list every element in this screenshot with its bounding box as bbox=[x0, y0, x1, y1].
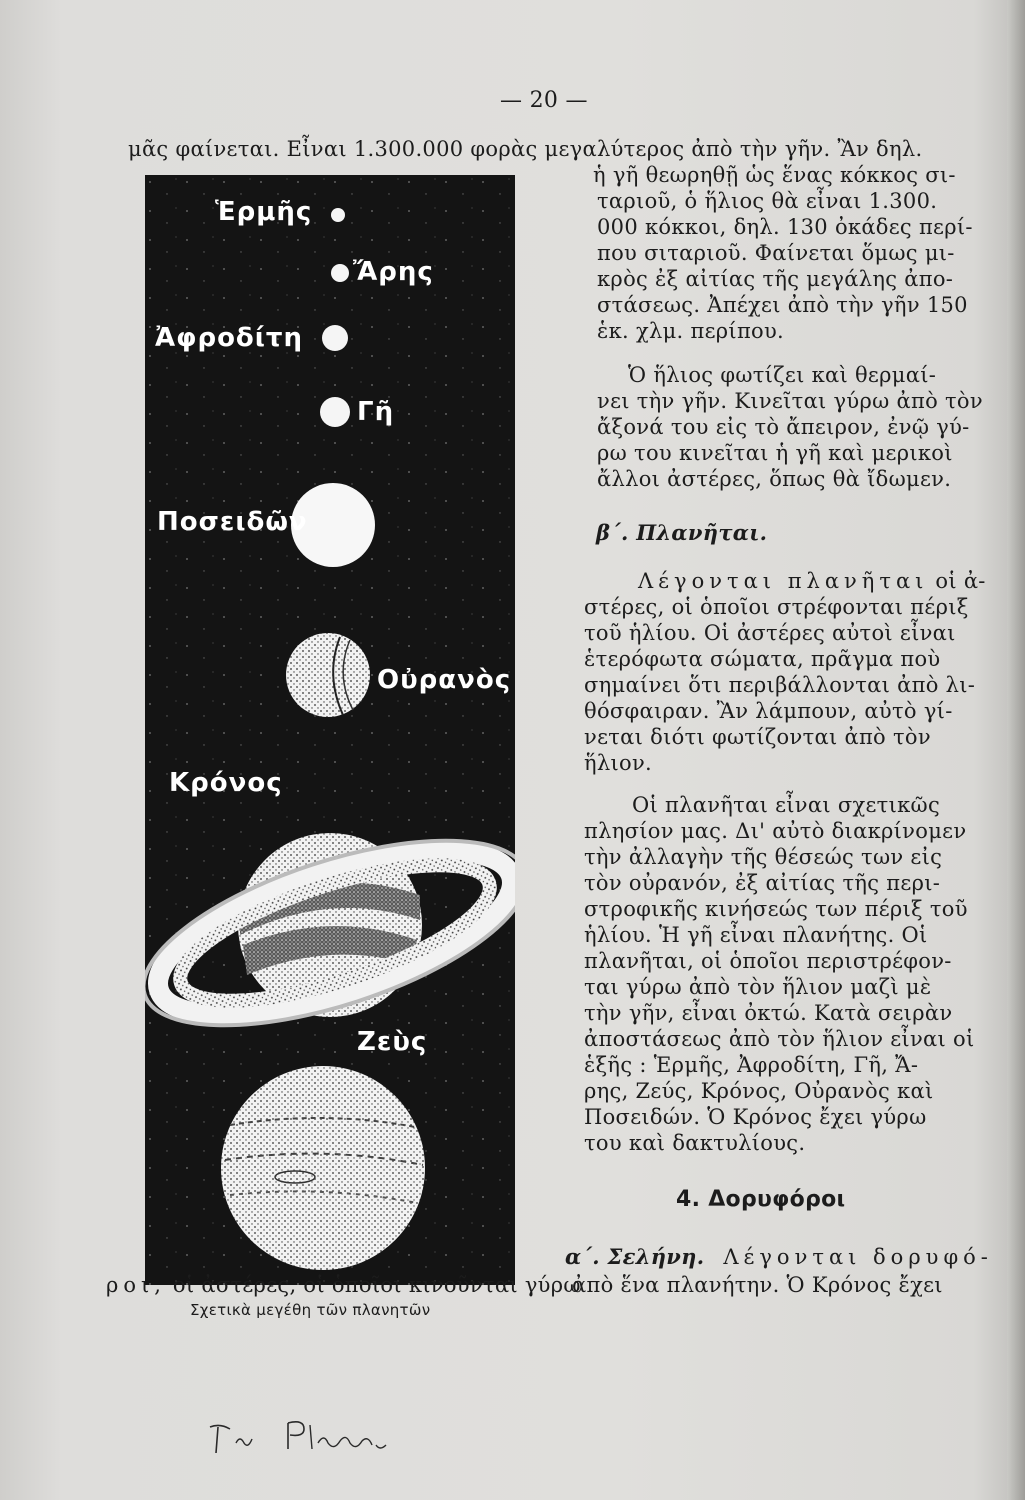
text-line: σημαίνει ὅτι περιβάλλονται ἀπὸ λι- bbox=[584, 673, 976, 697]
section-heading-satellites: 4. Δορυφόροι bbox=[676, 1187, 846, 1212]
earth-planet bbox=[320, 397, 350, 427]
illustration-caption: Σχετικὰ μεγέθη τῶν πλανητῶν bbox=[190, 1301, 431, 1319]
mercury-planet bbox=[331, 208, 345, 222]
text-line: τὴν γῆν, εἶναι ὀκτώ. Κατὰ σειρὰν bbox=[584, 1001, 953, 1025]
spaced-term-satellites-end: ροι, bbox=[106, 1273, 166, 1297]
text-line: ἄλλοι ἀστέρες, ὅπως θὰ ἴδωμεν. bbox=[597, 467, 952, 491]
text-line: ἥλιον. bbox=[584, 751, 653, 775]
text-line: Οἱ πλανῆται εἶναι σχετικῶς bbox=[632, 793, 941, 817]
label-jupiter: Ζεὺς bbox=[357, 1027, 428, 1057]
top-line: μᾶς φαίνεται. Εἶναι 1.300.000 φορὰς μεγαλύτερος ἀπὸ τὴν γῆν. Ἂν δηλ. bbox=[128, 137, 923, 161]
uranus-planet bbox=[286, 633, 370, 717]
label-earth: Γῆ bbox=[357, 397, 395, 427]
text-fragment: οἱ ἀστέρες, οἱ ὁποῖοι κινοῦνται γύρω bbox=[172, 1273, 581, 1297]
text-line bbox=[565, 1244, 993, 1270]
text-line: ἑτερόφωτα σώματα, πρᾶγμα ποὺ bbox=[584, 647, 941, 671]
text-line: Ὁ ἥλιος φωτίζει καὶ θερμαί- bbox=[628, 363, 937, 387]
page-number: — 20 — bbox=[500, 88, 588, 113]
text-line: νει τὴν γῆν. Κινεῖται γύρω ἀπὸ τὸν bbox=[597, 389, 983, 413]
text-line: ται γύρω ἀπὸ τὸν ἥλιον μαζὶ μὲ bbox=[584, 975, 932, 999]
text-line: που σιταριοῦ. Φαίνεται ὅμως μι- bbox=[597, 241, 955, 265]
text-line: ἑκ. χλμ. περίπου. bbox=[597, 319, 785, 343]
text-line bbox=[106, 1272, 581, 1298]
text-line: ἡ γῆ θεωρηθῇ ὡς ἕνας κόκκος σι- bbox=[593, 163, 956, 187]
subheading-planets: β΄. Πλανῆται. bbox=[596, 520, 768, 545]
text-line: στάσεως. Ἀπέχει ἀπὸ τὴν γῆν 150 bbox=[597, 293, 968, 317]
text-line bbox=[638, 568, 986, 594]
text-line: στέρες, οἱ ὁποῖοι στρέφονται πέριξ bbox=[584, 595, 969, 619]
text-line: ἡλίου. Ἡ γῆ εἶναι πλανήτης. Οἱ bbox=[584, 923, 928, 947]
text-line: πλανῆται, οἱ ὁποῖοι περιστρέφον- bbox=[584, 949, 952, 973]
label-neptune: Ποσειδῶν bbox=[157, 507, 308, 537]
spaced-term-satellites: Λέγονται δορυφό- bbox=[723, 1245, 993, 1269]
text-line: ρω του κινεῖται ἡ γῆ καὶ μερικοὶ bbox=[597, 441, 953, 465]
text-line: 000 κόκκοι, δηλ. 130 ὀκάδες περί- bbox=[597, 215, 973, 239]
spaced-term-planets: Λέγονται πλανῆται bbox=[638, 569, 929, 593]
text-line: ἀπὸ ἕνα πλανήτην. Ὁ Κρόνος ἔχει bbox=[572, 1273, 943, 1297]
subheading-moon: α΄. Σελήνη. bbox=[565, 1244, 705, 1269]
text-line: στροφικῆς κινήσεώς των πέριξ τοῦ bbox=[584, 897, 968, 921]
venus-planet bbox=[322, 325, 348, 351]
planets-illustration bbox=[145, 175, 515, 1285]
jupiter-planet bbox=[221, 1066, 425, 1270]
label-venus: Ἀφροδίτη bbox=[155, 323, 304, 353]
text-line: θόσφαιραν. Ἂν λάμπουν, αὐτὸ γί- bbox=[584, 699, 953, 723]
text-line: τὸν οὐρανόν, ἐξ αἰτίας τῆς περι- bbox=[584, 871, 941, 895]
text-line: πλησίον μας. Δι' αὐτὸ διακρίνομεν bbox=[584, 819, 967, 843]
text-line: Ποσειδών. Ὁ Κρόνος ἔχει γύρω bbox=[584, 1105, 927, 1129]
text-line: του καὶ δακτυλίους. bbox=[584, 1131, 806, 1155]
text-line: τοῦ ἡλίου. Οἱ ἀστέρες αὐτοὶ εἶναι bbox=[584, 621, 956, 645]
text-line: ἑξῆς : Ἑρμῆς, Ἀφροδίτη, Γῆ, Ἄ- bbox=[584, 1053, 919, 1077]
mars-planet bbox=[331, 264, 349, 282]
handwritten-note bbox=[200, 1405, 400, 1465]
label-mars: Ἄρης bbox=[353, 257, 434, 287]
text-line: νεται διότι φωτίζονται ἀπὸ τὸν bbox=[584, 725, 931, 749]
text-line: ταριοῦ, ὁ ἥλιος θὰ εἶναι 1.300. bbox=[597, 189, 938, 213]
page-edge-shadow bbox=[1007, 0, 1025, 1500]
label-mercury: Ἑρμῆς bbox=[215, 197, 313, 227]
text-line: κρὸς ἐξ αἰτίας τῆς μεγάλης ἀπο- bbox=[597, 267, 954, 291]
text-fragment: οἱ ἀ- bbox=[935, 569, 986, 593]
text-line: ἀποστάσεως ἀπὸ τὸν ἥλιον εἶναι οἱ bbox=[584, 1027, 975, 1051]
label-saturn: Κρόνος bbox=[169, 768, 283, 798]
text-line: ἄξονά του εἰς τὸ ἄπειρον, ἐνῷ γύ- bbox=[597, 415, 970, 439]
text-line: τὴν ἀλλαγὴν τῆς θέσεώς των εἰς bbox=[584, 845, 943, 869]
label-uranus: Οὐρανὸς bbox=[377, 665, 512, 695]
text-line: ρης, Ζεύς, Κρόνος, Οὐρανὸς καὶ bbox=[584, 1079, 934, 1103]
